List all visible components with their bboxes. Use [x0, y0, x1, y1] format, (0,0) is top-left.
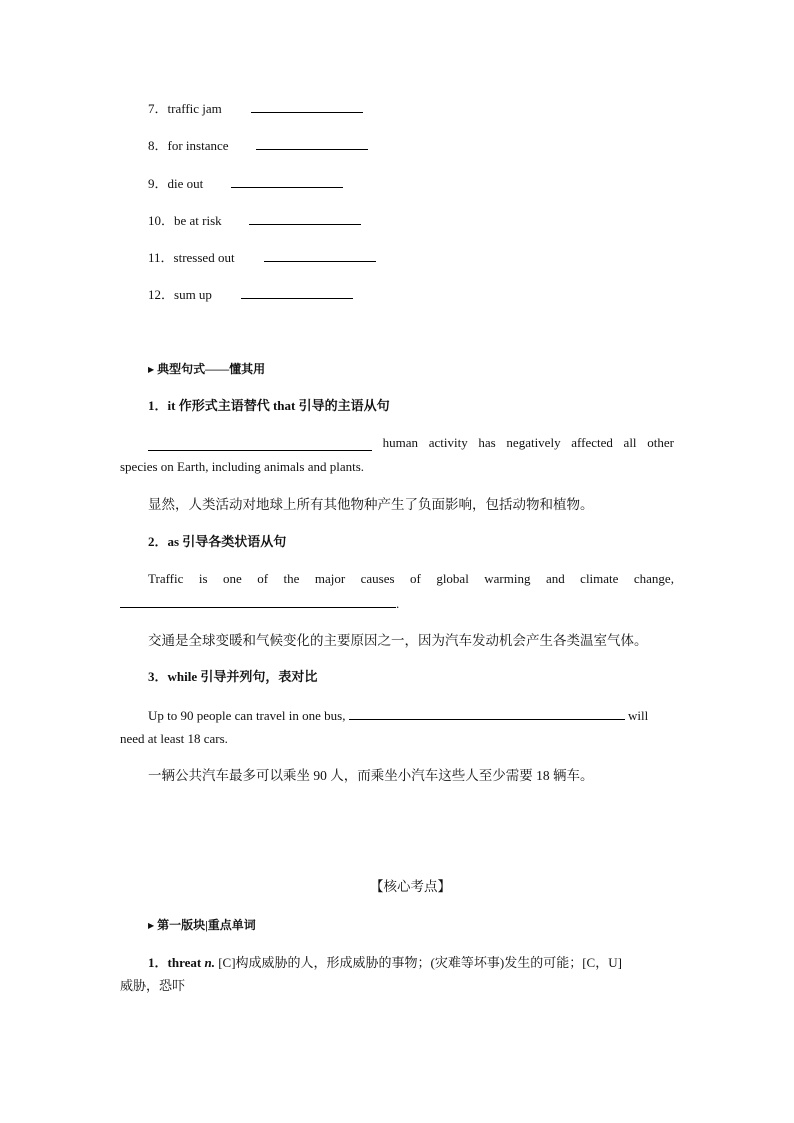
- answer-blank[interactable]: [241, 286, 353, 299]
- word: negatively: [506, 435, 561, 450]
- answer-blank[interactable]: [256, 137, 368, 150]
- word: activity: [428, 435, 468, 450]
- pattern-sentence-line: [148, 571, 674, 587]
- part-of-speech: n.: [204, 955, 215, 970]
- word: change,: [633, 571, 674, 586]
- pattern-heading: 3．while 引导并列句，表对比: [148, 669, 318, 684]
- word: and: [545, 571, 565, 586]
- word: global: [436, 571, 469, 586]
- word: the: [283, 571, 300, 586]
- phrase-item: [148, 137, 368, 154]
- answer-blank[interactable]: [249, 212, 361, 225]
- word: one: [222, 571, 242, 586]
- phrase-number: 9．: [148, 176, 168, 191]
- translation: 显然，人类活动对地球上所有其他物种产生了负面影响，包括动物和植物。: [148, 497, 594, 512]
- entry-definition-cont: 威胁，恐吓: [120, 978, 186, 993]
- phrase-number: 10．: [148, 213, 175, 228]
- phrase-number: 7．: [148, 101, 168, 116]
- entry-word: threat: [167, 955, 202, 970]
- phrase-number: 11．: [148, 250, 174, 265]
- answer-blank[interactable]: [231, 175, 343, 188]
- triangle-bullet-icon: ▶: [148, 921, 155, 930]
- answer-blank[interactable]: [264, 249, 376, 262]
- section-title: [148, 361, 265, 378]
- subsection-title-text: 第一版块|重点单词: [157, 918, 256, 932]
- entry-number: 1．: [148, 955, 168, 970]
- word: of: [410, 571, 421, 586]
- phrase-item: [148, 212, 361, 229]
- phrase-number: 8．: [148, 138, 168, 153]
- entry-definition: [C]构成威胁的人，形成威胁的事物；(灾难等坏事)发生的可能；[C，U]: [218, 955, 622, 970]
- phrase-text: be at risk: [174, 213, 222, 228]
- word: has: [478, 435, 496, 450]
- core-section-title: 【核心考点】: [370, 879, 451, 894]
- period: .: [396, 596, 400, 611]
- phrase-number: 12．: [148, 287, 175, 302]
- section-title-text: 典型句式——懂其用: [157, 362, 266, 376]
- word: other: [647, 435, 674, 450]
- word: all: [623, 435, 637, 450]
- translation: 交通是全球变暖和气候变化的主要原因之一，因为汽车发动机会产生各类温室气体。: [148, 633, 648, 648]
- pattern-sentence-line: [148, 707, 648, 724]
- translation: 一辆公共汽车最多可以乘坐 90 人，而乘坐小汽车这些人至少需要 18 辆车。: [148, 768, 594, 783]
- triangle-bullet-icon: ▶: [148, 365, 155, 374]
- word: is: [198, 571, 208, 586]
- phrase-item: [148, 249, 376, 266]
- vocab-entry: [148, 955, 622, 971]
- phrase-text: stressed out: [173, 250, 235, 265]
- pattern-sentence-line: [148, 435, 674, 451]
- word: of: [257, 571, 269, 586]
- sentence-end: will: [627, 708, 649, 723]
- subsection-title: [148, 917, 256, 934]
- word: climate: [580, 571, 619, 586]
- word: affected: [571, 435, 613, 450]
- phrase-item: [148, 100, 363, 117]
- phrase-text: die out: [167, 176, 204, 191]
- answer-blank[interactable]: [251, 100, 363, 113]
- pattern-heading: 2．as 引导各类状语从句: [148, 534, 287, 549]
- word: Traffic: [148, 571, 184, 586]
- answer-blank[interactable]: [148, 438, 372, 451]
- phrase-text: traffic jam: [167, 101, 222, 116]
- sentence-start: Up to 90 people can travel in one bus,: [148, 708, 346, 723]
- answer-blank[interactable]: [120, 595, 396, 608]
- word: warming: [484, 571, 531, 586]
- pattern-sentence-line: species on Earth, including animals and plants.: [120, 459, 365, 474]
- word: major: [314, 571, 346, 586]
- phrase-item: [148, 175, 343, 192]
- word: human: [382, 435, 419, 450]
- pattern-sentence-line: [120, 595, 399, 612]
- phrase-text: for instance: [167, 138, 229, 153]
- phrase-text: sum up: [174, 287, 212, 302]
- answer-blank[interactable]: [349, 707, 625, 720]
- word: causes: [360, 571, 395, 586]
- pattern-sentence-line: need at least 18 cars.: [120, 731, 228, 746]
- phrase-item: [148, 286, 353, 303]
- pattern-heading: 1．it 作形式主语替代 that 引导的主语从句: [148, 398, 390, 413]
